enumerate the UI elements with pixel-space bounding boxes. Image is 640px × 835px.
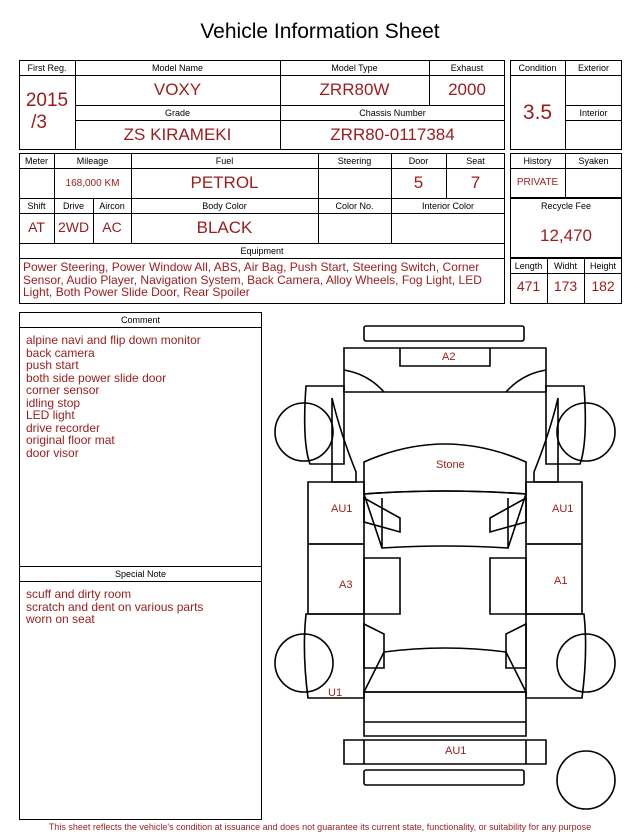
special-note-list bbox=[26, 588, 203, 626]
meter-label: Meter bbox=[24, 156, 48, 166]
door-label: Door bbox=[408, 156, 429, 166]
chassis-label: Chassis Number bbox=[359, 108, 426, 118]
body-color-label: Body Color bbox=[202, 201, 247, 211]
mileage: 168,000 KM bbox=[65, 178, 120, 189]
condition-grade: 3.5 bbox=[522, 101, 553, 124]
list-item: LED light bbox=[26, 408, 75, 422]
history: PRIVATE bbox=[516, 177, 559, 188]
damage-rear: AU1 bbox=[445, 745, 467, 757]
model-name-label: Model Name bbox=[151, 63, 204, 73]
grade-label: Grade bbox=[164, 108, 190, 118]
damage-left-rear-quarter: U1 bbox=[328, 687, 343, 699]
fuel: PETROL bbox=[190, 173, 259, 192]
damage-right-rear-door: A1 bbox=[554, 575, 568, 587]
list-item: scratch and dent on various parts bbox=[26, 599, 204, 614]
car-damage-diagram bbox=[268, 322, 622, 818]
interior-color-label: Interior Color bbox=[421, 201, 475, 211]
syaken-label: Syaken bbox=[578, 156, 609, 166]
list-item: door visor bbox=[26, 445, 79, 460]
list-item: corner sensor bbox=[26, 383, 100, 397]
fuel-label: Fuel bbox=[215, 156, 234, 166]
sheet-title: Vehicle Information Sheet bbox=[200, 20, 440, 43]
grade: ZS KIRAMEKI bbox=[123, 125, 232, 144]
seat-label: Seat bbox=[466, 156, 485, 166]
drive-label: Drive bbox=[62, 201, 84, 211]
first-reg-month: /3 bbox=[31, 112, 47, 133]
shift-label: Shift bbox=[27, 201, 46, 211]
width: 173 bbox=[553, 278, 578, 294]
damage-left-rear-door: A3 bbox=[339, 579, 353, 591]
list-item: original floor mat bbox=[26, 433, 115, 447]
model-type: ZRR80W bbox=[319, 80, 390, 99]
aircon: AC bbox=[102, 219, 122, 235]
length-label: Length bbox=[514, 261, 543, 271]
condition-label: Condition bbox=[518, 63, 557, 73]
first-reg-year: 2015 bbox=[25, 90, 69, 111]
color-no-label: Color No. bbox=[335, 201, 374, 211]
width-label: Widht bbox=[553, 261, 577, 271]
exhaust: 2000 bbox=[448, 80, 486, 99]
damage-front: A2 bbox=[442, 351, 456, 363]
equipment-list: Power Steering, Power Window All, ABS, Air Bag, Push Start, Steering Switch, Corner Sensor, Audio Player, Navigation System, Back Camera, Alloy Wheels, Fog Light, LED Light, Both Power Slide Door, Rear Spoiler bbox=[23, 260, 482, 300]
special-note-label: Special Note bbox=[114, 569, 167, 579]
list-item: idling stop bbox=[26, 395, 81, 410]
equipment-label: Equipment bbox=[240, 246, 284, 256]
interior-label: Interior bbox=[579, 108, 608, 118]
model-name: VOXY bbox=[153, 80, 202, 99]
damage-left-front-door: AU1 bbox=[331, 503, 353, 515]
body-color: BLACK bbox=[196, 218, 253, 237]
list-item: push start bbox=[26, 358, 79, 372]
door-count: 5 bbox=[413, 173, 424, 192]
recycle-fee: 12,470 bbox=[540, 226, 592, 245]
damage-windshield: Stone bbox=[436, 459, 465, 471]
shift: AT bbox=[28, 219, 45, 235]
history-label: History bbox=[523, 156, 552, 166]
list-item: back camera bbox=[26, 345, 95, 360]
seat-count: 7 bbox=[470, 173, 481, 192]
steering-label: Steering bbox=[337, 156, 372, 166]
list-item: alpine navi and flip down monitor bbox=[26, 333, 201, 347]
damage-right-front-door: AU1 bbox=[552, 503, 574, 515]
height: 182 bbox=[591, 278, 615, 294]
model-type-label: Model Type bbox=[331, 63, 378, 73]
first-reg-label: First Reg. bbox=[27, 63, 67, 73]
length: 471 bbox=[516, 278, 541, 294]
comment-label: Comment bbox=[120, 315, 160, 325]
list-item: both side power slide door bbox=[26, 370, 167, 385]
list-item: drive recorder bbox=[26, 420, 101, 435]
exhaust-label: Exhaust bbox=[450, 63, 484, 73]
recycle-fee-label: Recycle Fee bbox=[540, 201, 592, 211]
disclaimer-footer: This sheet reflects the vehicle's condition at issuance and does not guarantee its current state, functionality, or suitability for any purpose bbox=[48, 822, 592, 832]
aircon-label: Aircon bbox=[99, 201, 125, 211]
list-item: scuff and dirty room bbox=[26, 587, 132, 601]
chassis-number: ZRR80-0117384 bbox=[330, 125, 455, 144]
exterior-label: Exterior bbox=[577, 63, 609, 73]
mileage-label: Mileage bbox=[76, 156, 109, 166]
comment-list bbox=[26, 334, 201, 459]
drive: 2WD bbox=[57, 219, 90, 235]
height-label: Height bbox=[589, 261, 616, 271]
list-item: worn on seat bbox=[26, 612, 95, 626]
